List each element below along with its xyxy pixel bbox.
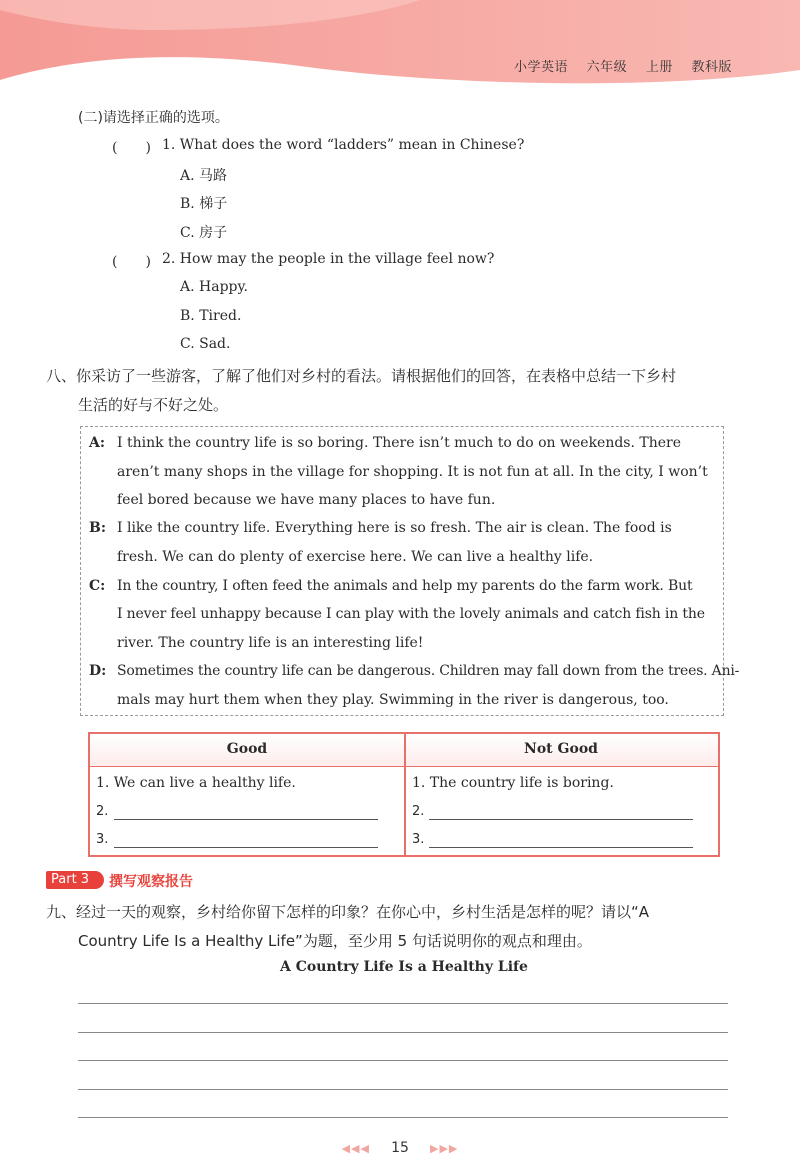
- header-not-good: Not Good: [524, 741, 598, 757]
- question-2: 2. How may the people in the village feel now?: [162, 251, 495, 267]
- good-row-2-blank[interactable]: [114, 819, 378, 820]
- speaker-b-line: fresh. We can do plenty of exercise here. We can live a healthy life.: [117, 549, 594, 565]
- speaker-d-tag: D:: [89, 663, 107, 679]
- answer-paren-1[interactable]: ( ): [112, 140, 151, 156]
- part-title: 撰写观察报告: [109, 874, 193, 890]
- speaker-a-tag: A:: [89, 435, 106, 451]
- speaker-a-line: I think the country life is so boring. There isn’t much to do on weekends. There: [117, 435, 682, 451]
- q1-option-a[interactable]: A. 马路: [180, 168, 228, 184]
- header-good: Good: [226, 741, 268, 757]
- book-grade: 六年级: [586, 60, 628, 75]
- book-volume: 上册: [645, 60, 673, 75]
- book-info: [500, 56, 732, 75]
- not-good-row-1: 1. The country life is boring.: [412, 775, 614, 791]
- speaker-d-line: mals may hurt them when they play. Swimming in the river is dangerous, too.: [117, 692, 669, 708]
- speaker-a-line: feel bored because we have many places to have fun.: [117, 492, 496, 508]
- question-1: 1. What does the word “ladders” mean in Chinese?: [162, 137, 525, 153]
- section2-title: (二)请选择正确的选项。: [78, 110, 229, 126]
- header-band: [0, 0, 800, 92]
- writing-line[interactable]: [78, 1060, 728, 1061]
- page-footer: [0, 1137, 800, 1156]
- good-row-2-label: 2.: [96, 804, 109, 819]
- q2-option-c[interactable]: C. Sad.: [180, 336, 231, 352]
- good-row-1: 1. We can live a healthy life.: [96, 775, 296, 791]
- not-good-row-3-label: 3.: [412, 832, 425, 847]
- writing-line[interactable]: [78, 1117, 728, 1118]
- speaker-b-tag: B:: [89, 520, 107, 536]
- good-row-3-blank[interactable]: [114, 847, 378, 848]
- essay-title: A Country Life Is a Healthy Life: [280, 959, 528, 975]
- book-edition: 教科版: [691, 60, 732, 75]
- speaker-c-line: I never feel unhappy because I can play with the lovely animals and catch fish in the: [117, 606, 705, 622]
- section9-instruction-1: 九、经过一天的观察，乡村给你留下怎样的印象？在你心中，乡村生活是怎样的呢？请以“A: [46, 903, 650, 921]
- q2-option-a[interactable]: A. Happy.: [180, 279, 248, 295]
- next-arrows-icon: ▶▶▶: [430, 1142, 459, 1155]
- writing-line[interactable]: [78, 1003, 728, 1004]
- q1-option-c[interactable]: C. 房子: [180, 225, 228, 241]
- speaker-c-line: river. The country life is an interesting life!: [117, 635, 424, 651]
- section9-instruction-2: Country Life Is a Healthy Life”为题，至少用 5 句话说明你的观点和理由。: [78, 932, 592, 950]
- page-number: 15: [391, 1140, 409, 1156]
- q1-option-b[interactable]: B. 梯子: [180, 196, 228, 212]
- speaker-c-line: In the country, I often feed the animals and help my parents do the farm work. But: [117, 578, 693, 594]
- section8-instruction-2: 生活的好与不好之处。: [78, 396, 229, 414]
- good-row-3-label: 3.: [96, 832, 109, 847]
- writing-line[interactable]: [78, 1032, 728, 1033]
- speaker-c-tag: C:: [89, 578, 106, 594]
- writing-line[interactable]: [78, 1089, 728, 1090]
- section8-instruction-1: 八、你采访了一些游客，了解了他们对乡村的看法。请根据他们的回答，在表格中总结一下乡村: [46, 367, 677, 385]
- q2-option-b[interactable]: B. Tired.: [180, 308, 242, 324]
- answer-paren-2[interactable]: ( ): [112, 254, 151, 270]
- speaker-a-line: aren’t many shops in the village for shopping. It is not fun at all. In the city, I won’t: [117, 464, 708, 480]
- not-good-row-3-blank[interactable]: [429, 847, 693, 848]
- summary-table: [88, 732, 720, 857]
- speaker-d-line: Sometimes the country life can be dangerous. Children may fall down from the trees. Ani-: [117, 663, 740, 679]
- book-subject: 小学英语: [514, 60, 569, 75]
- prev-arrows-icon: ◀◀◀: [341, 1142, 370, 1155]
- not-good-row-2-blank[interactable]: [429, 819, 693, 820]
- part-badge: Part 3: [46, 871, 104, 889]
- not-good-row-2-label: 2.: [412, 804, 425, 819]
- speaker-b-line: I like the country life. Everything here is so fresh. The air is clean. The food is: [117, 520, 672, 536]
